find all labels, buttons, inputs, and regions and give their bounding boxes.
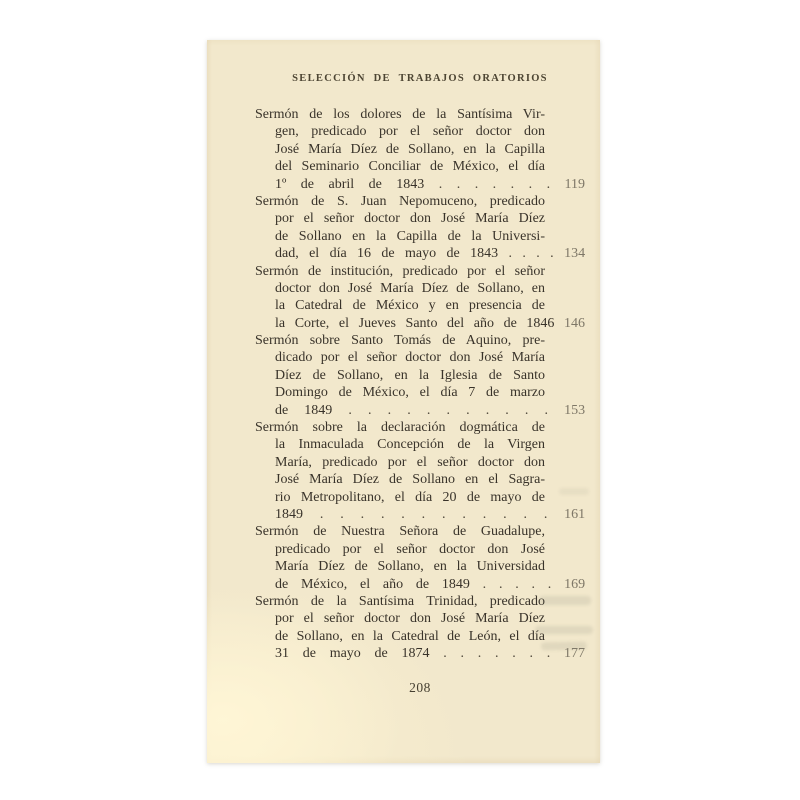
book-page xyxy=(207,40,600,763)
leader-dot: . xyxy=(544,402,549,418)
running-head: SELECCIÓN DE TRABAJOS ORATORIOS xyxy=(292,73,548,84)
toc-entry xyxy=(255,193,585,263)
toc-line: Sermón de institución, predicado por el señor xyxy=(255,263,545,279)
toc-line: predicado por el señor doctor don José xyxy=(275,541,545,557)
toc-line-last xyxy=(275,576,585,593)
toc-line: Sermón sobre Santo Tomás de Aquino, pre- xyxy=(255,333,545,349)
toc-page-number: 134 xyxy=(564,246,586,262)
leader-dot: . xyxy=(426,402,431,418)
toc-line-last xyxy=(275,402,585,419)
toc-page-number: 169 xyxy=(564,576,586,592)
toc-line-last xyxy=(275,315,585,332)
leader-dot: . xyxy=(466,402,470,418)
leader-dot: . xyxy=(456,176,461,192)
toc-line: Domingo de México, el día 7 de marzo xyxy=(275,385,545,401)
show-through-smudge xyxy=(539,596,591,605)
show-through-smudge xyxy=(559,488,589,495)
leader-dot: . xyxy=(340,506,344,522)
toc-entry xyxy=(255,419,585,523)
toc-line-text: de México, el año de 1849 xyxy=(275,576,470,592)
toc-line-last xyxy=(275,176,585,193)
toc-line: de Sollano, en la Catedral de León, el día xyxy=(275,628,545,644)
toc-line-text: 1º de abril de 1843 xyxy=(275,176,425,192)
toc-line: la Catedral de México y en presencia de xyxy=(275,298,545,314)
leader-dot: . xyxy=(360,506,365,522)
leader-dot: . xyxy=(460,646,465,662)
leader-dot: . xyxy=(368,402,372,418)
leader-dot: . xyxy=(512,646,516,662)
toc-line: Sermón de Nuestra Señora de Guadalupe, xyxy=(255,524,545,540)
toc-line: doctor don José María Díez de Sollano, en xyxy=(275,280,545,296)
leader-dot: . xyxy=(508,246,512,262)
leader-dot: . xyxy=(482,576,487,592)
leader-dot: . xyxy=(498,576,503,592)
leader-dot: . xyxy=(543,506,548,522)
toc-line: la Inmaculada Concepción de la Virgen xyxy=(275,437,545,453)
toc-entry xyxy=(255,263,585,333)
leader-dot: . xyxy=(442,506,446,522)
toc-line: de Sollano en la Capilla de la Universi- xyxy=(275,228,545,244)
leader-dot: . xyxy=(505,402,509,418)
leader-dot: . xyxy=(547,576,552,592)
toc-line-last xyxy=(275,245,585,262)
leader-dot: . xyxy=(528,176,533,192)
leader-dot: . xyxy=(401,506,405,522)
leader-dot: . xyxy=(524,402,529,418)
folio-page-number: 208 xyxy=(409,680,431,695)
leader-dot: . xyxy=(482,506,487,522)
leader-dot: . xyxy=(462,506,466,522)
leader-dot: . xyxy=(387,402,392,418)
leader-dot: . xyxy=(546,176,551,192)
toc-line: por el señor doctor don José María Díez xyxy=(275,611,545,627)
toc-line-text: de 1849 xyxy=(275,402,333,418)
toc-line: José María Díez de Sollano, en la Capilla xyxy=(275,141,545,157)
show-through-smudge xyxy=(535,626,593,634)
toc-page-number: 119 xyxy=(564,176,586,192)
toc-line: María Díez de Sollano, en la Universidad xyxy=(275,559,545,575)
toc-line: José María Díez de Sollano en el Sagra- xyxy=(275,472,545,488)
toc-page-number: 161 xyxy=(564,506,586,522)
toc-entry xyxy=(255,106,585,193)
leader-dot: . xyxy=(531,576,535,592)
leader-dot: . xyxy=(443,646,447,662)
leader-dot: . xyxy=(492,176,497,192)
leader-dot: . xyxy=(348,402,352,418)
leader-dot: . xyxy=(380,506,385,522)
toc-line: Díez de Sollano, en la Iglesia de Santo xyxy=(275,367,545,383)
toc-page-number: 146 xyxy=(564,315,585,331)
toc-line-text: la Corte, el Jueves Santo del año de 1846 xyxy=(275,315,555,331)
leader-dot: . xyxy=(550,246,554,262)
leader-dot: . xyxy=(529,646,534,662)
leader-dot: . xyxy=(485,402,490,418)
leader-dot: . xyxy=(495,646,499,662)
toc-line: gen, predicado por el señor doctor don xyxy=(275,124,545,140)
toc-entry xyxy=(255,332,585,419)
toc-line: rio Metropolitano, el día 20 de mayo de xyxy=(275,489,545,505)
toc-line-text: 31 de mayo de 1874 xyxy=(275,646,430,662)
toc-line-text: 1849 xyxy=(275,506,303,522)
toc-line: Sermón de la Santísima Trinidad, predicado xyxy=(255,593,545,609)
toc-line: Sermón de S. Juan Nepomuceno, predicado xyxy=(255,193,545,209)
leader-dot: . xyxy=(515,576,519,592)
leader-dot: . xyxy=(546,646,551,662)
toc-line: por el señor doctor don José María Díez xyxy=(275,211,545,227)
toc-page-number: 153 xyxy=(564,402,586,418)
toc-line: del Seminario Conciliar de México, el día xyxy=(275,159,545,175)
toc-line-last xyxy=(275,645,585,662)
toc-list xyxy=(255,106,585,663)
leader-dot: . xyxy=(474,176,479,192)
toc-entry xyxy=(255,523,585,593)
leader-dot: . xyxy=(510,176,515,192)
leader-dot: . xyxy=(421,506,426,522)
toc-line: María, predicado por el señor doctor don xyxy=(275,454,545,470)
toc-line: dicado por el señor doctor don José María xyxy=(275,350,545,366)
toc-line: Sermón sobre la declaración dogmática de xyxy=(255,420,545,436)
show-through-smudge xyxy=(541,642,587,651)
leader-dot: . xyxy=(407,402,411,418)
leader-dot: . xyxy=(446,402,450,418)
toc-line: Sermón de los dolores de la Santísima Vir- xyxy=(255,107,545,122)
leader-dot: . xyxy=(536,246,540,262)
leader-dot: . xyxy=(523,506,527,522)
leader-dot: . xyxy=(438,176,443,192)
leader-dot: . xyxy=(522,246,526,262)
toc-line-text: dad, el día 16 de mayo de 1843 xyxy=(275,246,499,262)
leader-dot: . xyxy=(319,506,324,522)
toc-line-last xyxy=(275,506,585,523)
toc-page-number: 177 xyxy=(564,646,586,662)
leader-dot: . xyxy=(477,646,482,662)
leader-dot: . xyxy=(503,506,507,522)
